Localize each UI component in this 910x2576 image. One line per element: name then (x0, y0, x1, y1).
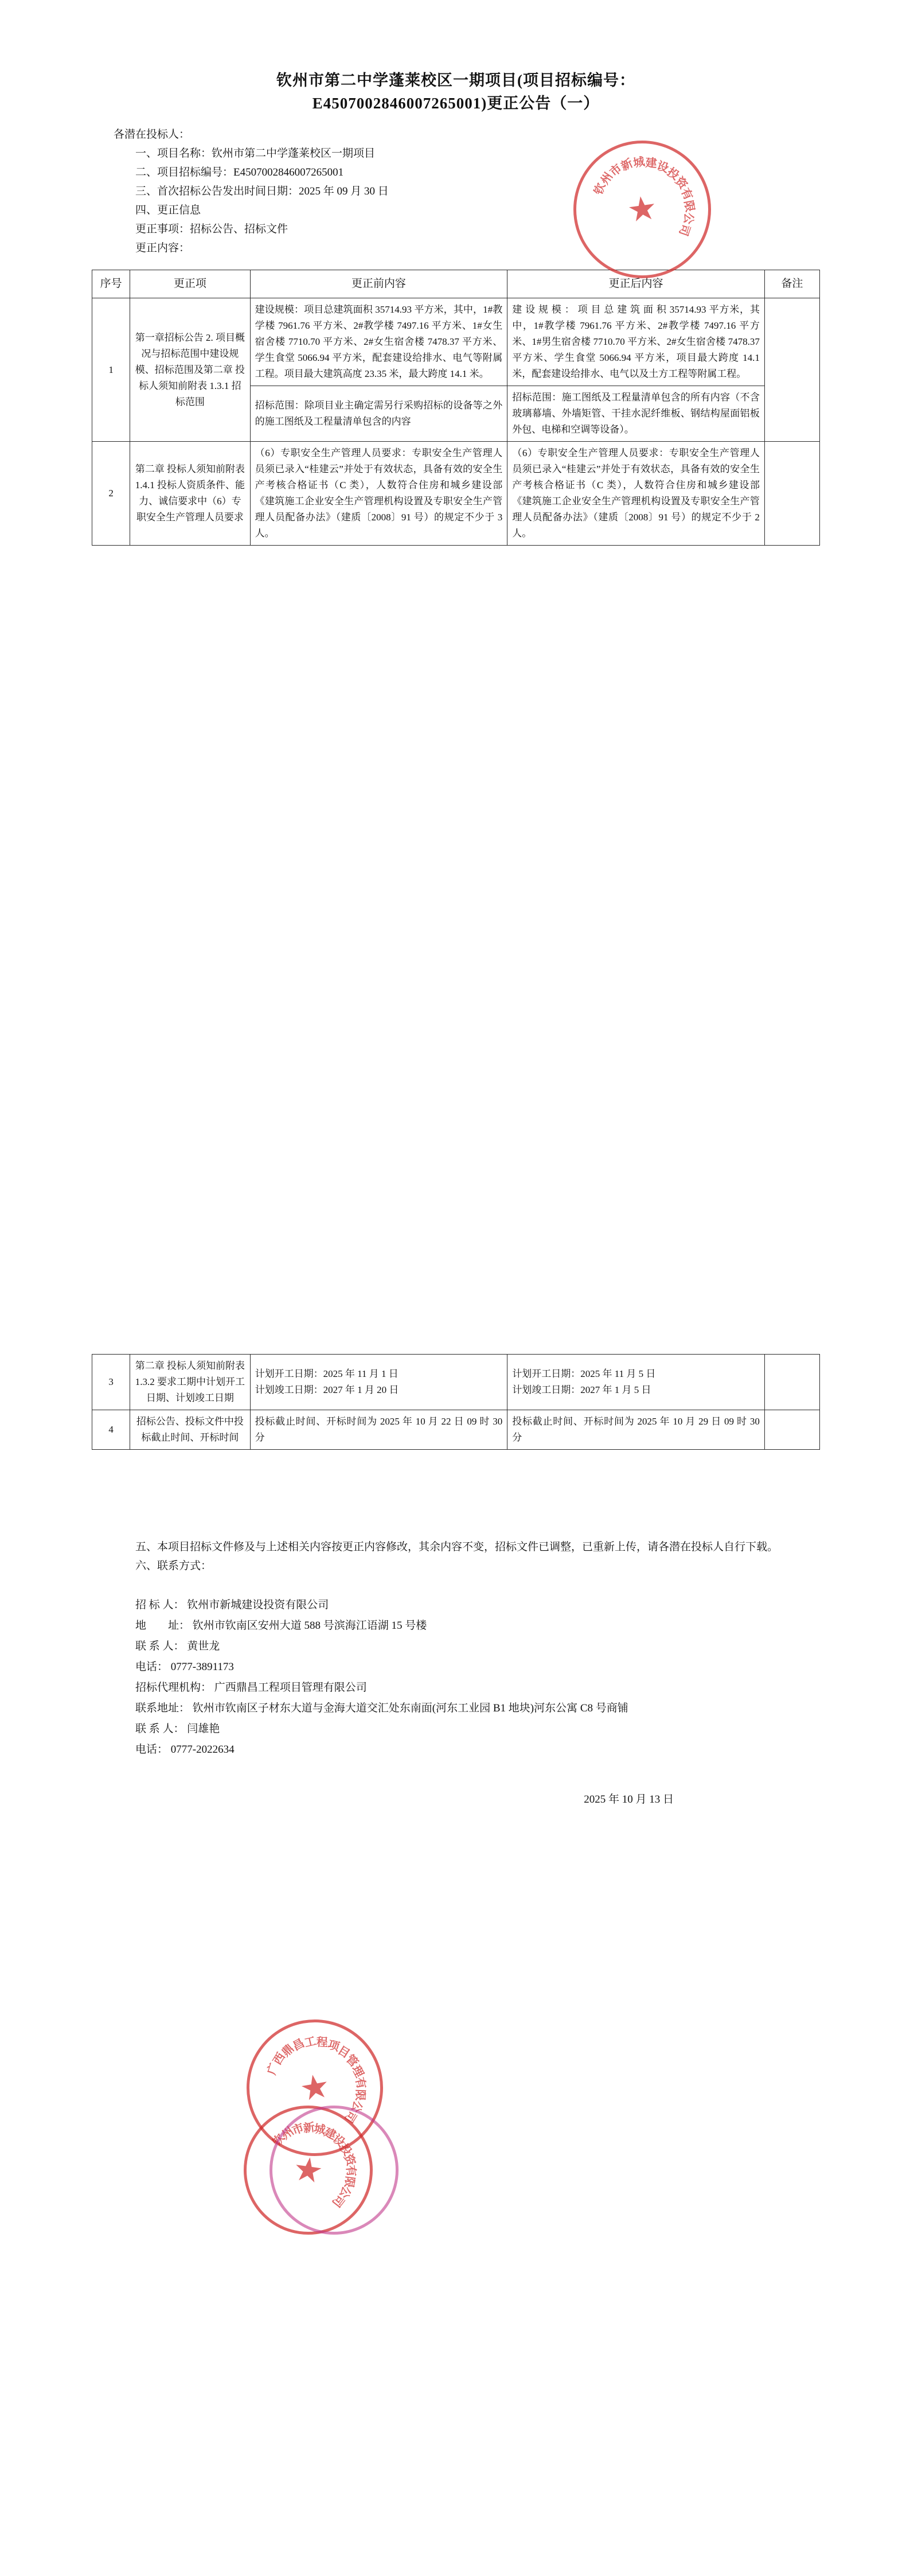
contact-block (92, 1595, 820, 1760)
contact-value-5: 广西鼎昌工程项目管理有限公司 (214, 1682, 367, 1694)
contact-label-6: 联系地址 (135, 1702, 179, 1714)
contact-value-1: 钦州市新城建设投资有限公司 (187, 1599, 329, 1611)
correction-table-part1 (92, 270, 820, 546)
row3-after-2: 计划竣工日期：2027 年 1 月 5 日 (512, 1384, 651, 1395)
contact-line-5: 招标代理机构： 广西鼎昌工程项目管理有限公司 (135, 1682, 367, 1694)
contact-label-7: 联 系 人 (135, 1723, 174, 1735)
th-before: 更正前内容 (250, 270, 507, 298)
info-item-1: 一、项目名称：钦州市第二中学蓬莱校区一期项目 (135, 147, 376, 159)
document-date: 2025 年 10 月 13 日 (584, 1793, 674, 1805)
row2-before: （6）专职安全生产管理人员要求：专职安全生产管理人员须已录入“桂建云”并处于有效状态，具备有效的安全生产考核合格证书（C 类），人数符合住房和城乡建设部《建筑施工企业安全生产管理机构设置及专职安全生产管理人员配备办法》（建质〔2008〕91 号）的规定不少于 3 人。 (250, 442, 507, 546)
seal-star-icon: ★ (624, 188, 660, 230)
contact-line-2: 地 址： 钦州市钦南区安州大道 588 号滨海江语湖 15 号楼 (135, 1620, 427, 1632)
row4-after: 投标截止时间、开标时间为 2025 年 10 月 29 日 09 时 30 分 (507, 1410, 765, 1450)
correction-content-label: 更正内容： (135, 242, 190, 254)
th-item: 更正项 (130, 270, 250, 298)
row1-after-1: 建 设 规 模 ： 项 目 总 建 筑 面 积 35714.93 平方米，其中，1#教学楼 7961.76 平方米、2#教学楼 7497.16 平方米、1#男生宿舍楼 7710.70 平方米、2#女生宿舍楼 7478.37 平方米、学生食堂 5066.94 平方米，项目最大跨度 14.1 米，配套建设给排水、电气以及土方工程等附属工程。 (507, 298, 765, 386)
row1-before-2: 招标范围：除项目业主确定需另行采购招标的设备等之外的施工图纸及工程量清单包含的内容 (250, 386, 507, 442)
table-row (92, 442, 820, 546)
row2-after: （6）专职安全生产管理人员要求：专职安全生产管理人员须已录入“桂建云”并处于有效状态，具备有效的安全生产考核合格证书（C 类），人数符合住房和城乡建设部《建筑施工企业安全生产管理机构设置及专职安全生产管理人员配备办法》（建质〔2008〕91 号）的规定不少于 2 人。 (507, 442, 765, 546)
row1-item: 第一章招标公告 2. 项目概况与招标范围中建设规模、招标范围及第二章 投标人须知前附表 1.3.1 招标范围 (130, 298, 250, 442)
title-line-1: 钦州市第二中学蓬莱校区一期项目(项目招标编号： (276, 72, 635, 89)
row3-after (507, 1355, 765, 1410)
document-page-1 (0, 0, 910, 1285)
closing-item-6: 六、联系方式： (135, 1560, 212, 1572)
row3-before-1: 计划开工日期：2025 年 11 月 1 日 (255, 1368, 399, 1379)
row4-remark (764, 1410, 819, 1450)
row1-before-1: 建设规模：项目总建筑面积 35714.93 平方米，其中，1#教学楼 7961.76 平方米、2#教学楼 7497.16 平方米、1#女生宿舍楼 7710.70 平方米、2#女生宿舍楼 7478.37 平方米、学生食堂 5066.94 平方米，配套建设给排水、电气等附属工程。项目最大建筑高度 23.35 米，最大跨度 14.1 米。 (250, 298, 507, 386)
table-row (92, 1410, 820, 1450)
table-header-row (92, 270, 820, 298)
contact-value-8: 0777-2022634 (170, 1744, 235, 1756)
table-row (92, 1355, 820, 1410)
row4-before: 投标截止时间、开标时间为 2025 年 10 月 22 日 09 时 30 分 (250, 1410, 507, 1450)
contact-line-7: 联 系 人： 闫雄艳 (135, 1723, 220, 1735)
seal-ring-text: 广 西 鼎 昌 工 程 项 目 管 理 有 限 公 司 (265, 2034, 368, 2125)
row4-item: 招标公告、投标文件中投标截止时间、开标时间 (130, 1410, 250, 1450)
row1-remark (764, 298, 819, 442)
correction-table-part2 (92, 1354, 820, 1450)
seal-star-icon: ★ (296, 2066, 333, 2109)
closing-item-5: 五、本项目招标文件修及与上述相关内容按更正内容修改，其余内容不变，招标文件已调整，已重新上传，请各潜在投标人自行下载。 (135, 1541, 779, 1553)
row2-item: 第二章 投标人须知前附表 1.4.1 投标人资质条件、能力、诚信要求中（6）专职安全生产管理人员要求 (130, 442, 250, 546)
signature-date-block (92, 1790, 820, 1809)
row2-no: 2 (92, 442, 130, 546)
row3-before (250, 1355, 507, 1410)
seal-ring-text: 钦 州 市 新 城 建 设 投 资 有 限 公 司 (270, 2120, 358, 2209)
row3-remark (764, 1355, 819, 1410)
row3-before-2: 计划竣工日期：2027 年 1 月 20 日 (255, 1384, 399, 1395)
row4-no: 4 (92, 1410, 130, 1450)
title-line-2: E4507002846007265001)更正公告（一） (312, 95, 600, 112)
contact-value-2: 钦州市钦南区安州大道 588 号滨海江语湖 15 号楼 (192, 1620, 427, 1632)
row3-item: 第二章 投标人须知前附表 1.3.2 要求工期中计划开工日期、计划竣工日期 (130, 1355, 250, 1410)
page-title (92, 69, 820, 115)
contact-line-6: 联系地址： 钦州市钦南区子材东大道与金海大道交汇处东南面(河东工业园 B1 地块)河东公寓 C8 号商铺 (135, 1702, 628, 1714)
salutation: 各潜在投标人： (114, 129, 190, 141)
th-after: 更正后内容 (507, 270, 765, 298)
contact-value-4: 0777-3891173 (170, 1661, 234, 1673)
correction-table (92, 270, 820, 546)
document-title-block (92, 69, 820, 115)
contact-label-5: 招标代理机构 (135, 1682, 201, 1694)
row2-remark (764, 442, 819, 546)
row3-no: 3 (92, 1355, 130, 1410)
correction-table-continued (92, 1354, 820, 1450)
seal-ring-text: 钦 州 市 新 城 建 设 投 资 有 限 公 司 (592, 155, 697, 238)
purple-seal-stamp (263, 2099, 405, 2241)
document-page-2 (0, 1285, 910, 2576)
contact-line-8: 电话： 0777-2022634 (135, 1744, 235, 1756)
contact-label-8: 电话 (135, 1744, 158, 1756)
info-item-2: 二、项目招标编号：E4507002846007265001 (135, 166, 344, 178)
th-no: 序号 (92, 270, 130, 298)
info-item-4: 四、更正信息 (135, 204, 201, 216)
contact-value-3: 黄世龙 (187, 1640, 220, 1652)
th-remark: 备注 (764, 270, 819, 298)
contact-value-6: 钦州市钦南区子材东大道与金海大道交汇处东南面(河东工业园 B1 地块)河东公寓 C8 号商铺 (192, 1702, 628, 1714)
correction-matter: 更正事项：招标公告、招标文件 (135, 223, 288, 235)
row1-after-2: 招标范围：施工图纸及工程量清单包含的所有内容（不含玻璃幕墙、外墙矩管、干挂水泥纤维板、钢结构屋面铝板外包、电梯和空调等设备）。 (507, 386, 765, 442)
row1-no: 1 (92, 298, 130, 442)
intro-block (92, 125, 820, 258)
contact-line-3: 联 系 人： 黄世龙 (135, 1640, 220, 1652)
contact-label-3: 联 系 人 (135, 1640, 174, 1652)
seal-star-icon: ★ (291, 2149, 326, 2190)
contact-label-2: 地 址 (135, 1620, 179, 1632)
row3-after-1: 计划开工日期：2025 年 11 月 5 日 (512, 1368, 656, 1379)
contact-label-1: 招 标 人 (135, 1599, 174, 1611)
contact-line-4: 电话： 0777-3891173 (135, 1661, 234, 1673)
closing-block (92, 1538, 820, 1575)
contact-value-7: 闫雄艳 (187, 1723, 220, 1735)
table-row (92, 298, 820, 386)
contact-line-1: 招 标 人： 钦州市新城建设投资有限公司 (135, 1599, 329, 1611)
contact-label-4: 电话 (135, 1661, 158, 1673)
info-item-3: 三、首次招标公告发出时间日期：2025 年 09 月 30 日 (135, 185, 389, 197)
